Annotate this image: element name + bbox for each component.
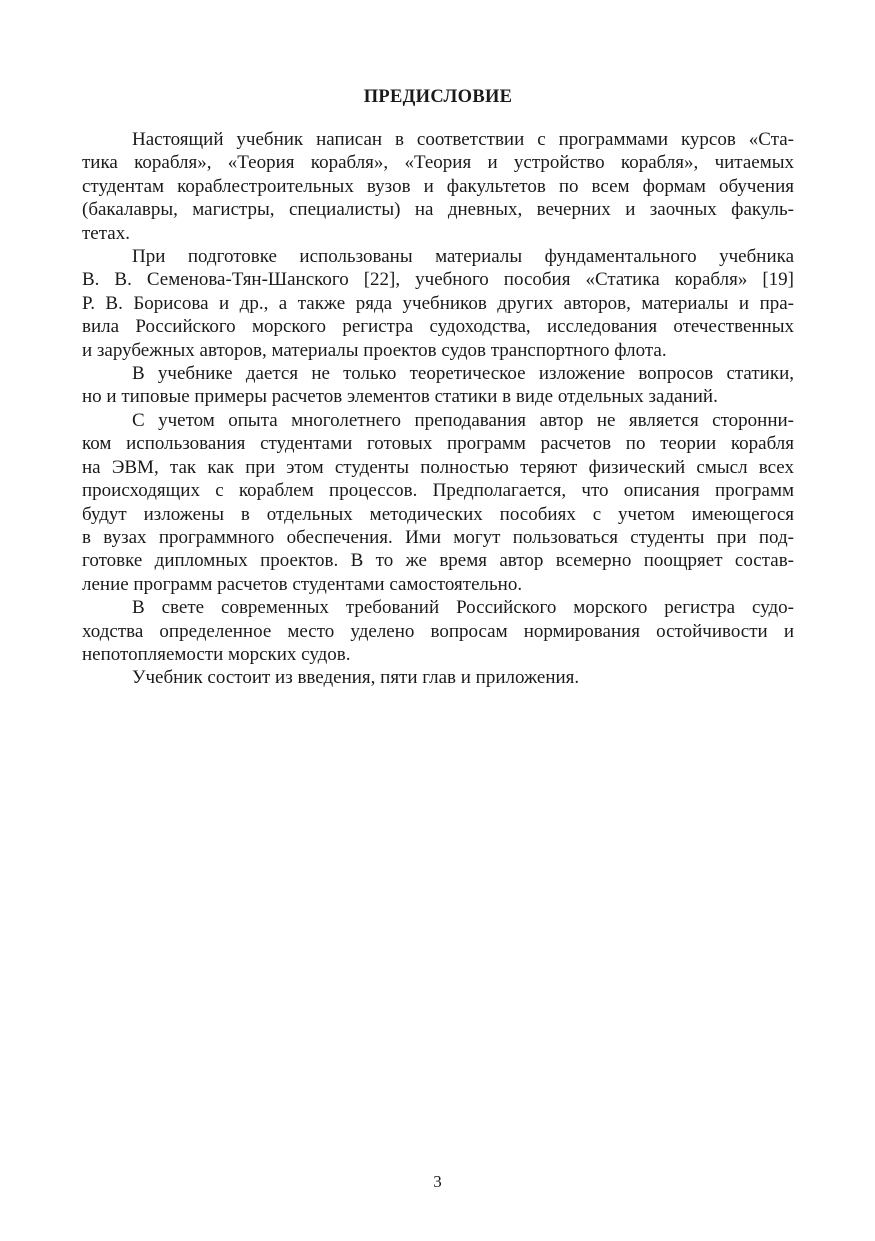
document-body — [82, 128, 794, 690]
text-line: в вузах программного обеспечения. Ими могут пользоваться студенты при под- — [82, 526, 794, 548]
text-line: В. В. Семенова-Тян-Шанского [22], учебного пособия «Статика корабля» [19] — [82, 269, 794, 291]
text-line: но и типовые примеры расчетов элементов статики в виде отдельных заданий. — [82, 386, 718, 408]
page-title: ПРЕДИСЛОВИЕ — [363, 87, 513, 107]
text-line: происходящих с кораблем процессов. Предполагается, что описания программ — [82, 480, 794, 502]
text-line: ком использования студентами готовых программ расчетов по теории корабля — [82, 433, 794, 455]
paragraph — [82, 666, 794, 689]
text-line: тетах. — [82, 222, 130, 244]
text-line: С учетом опыта многолетнего преподавания автор не является сторонни- — [132, 409, 794, 431]
text-line: Настоящий учебник написан в соответствии с программами курсов «Ста- — [132, 129, 794, 150]
text-line: вила Российского морского регистра судоходства, исследования отечественных — [82, 316, 794, 338]
text-line: В учебнике дается не только теоретическое изложение вопросов статики, — [132, 363, 794, 385]
text-line: на ЭВМ, так как при этом студенты полностью теряют физический смысл всех — [82, 456, 794, 478]
text-line: и зарубежных авторов, материалы проектов судов транспортного флота. — [82, 339, 667, 361]
paragraph — [82, 596, 794, 666]
text-line: Учебник состоит из введения, пяти глав и приложения. — [132, 667, 580, 689]
text-line: будут изложены в отдельных методических пособиях с учетом имеющегося — [82, 503, 794, 525]
paragraph — [82, 245, 794, 362]
text-line: Р. В. Борисова и др., а также ряда учебников других авторов, материалы и пра- — [82, 292, 794, 314]
text-line: В свете современных требований Российского морского регистра судо- — [132, 597, 794, 619]
page-number: 3 — [433, 1172, 442, 1191]
text-line: готовке дипломных проектов. В то же время автор всемерно поощряет состав- — [82, 550, 794, 572]
text-line: (бакалавры, магистры, специалисты) на дневных, вечерних и заочных факуль- — [82, 199, 794, 221]
paragraph — [82, 362, 794, 409]
text-line: При подготовке использованы материалы фундаментального учебника — [132, 246, 794, 268]
text-line: ление программ расчетов студентами самостоятельно. — [82, 573, 523, 595]
text-line: непотопляемости морских судов. — [82, 643, 351, 665]
paragraph — [82, 409, 794, 596]
document-page — [82, 86, 794, 690]
paragraph — [82, 128, 794, 245]
text-line: студентам кораблестроительных вузов и факультетов по всем формам обучения — [82, 175, 794, 197]
text-line: тика корабля», «Теория корабля», «Теория и устройство корабля», читаемых — [82, 152, 794, 174]
text-line: ходства определенное место уделено вопросам нормирования остойчивости и — [82, 620, 794, 642]
